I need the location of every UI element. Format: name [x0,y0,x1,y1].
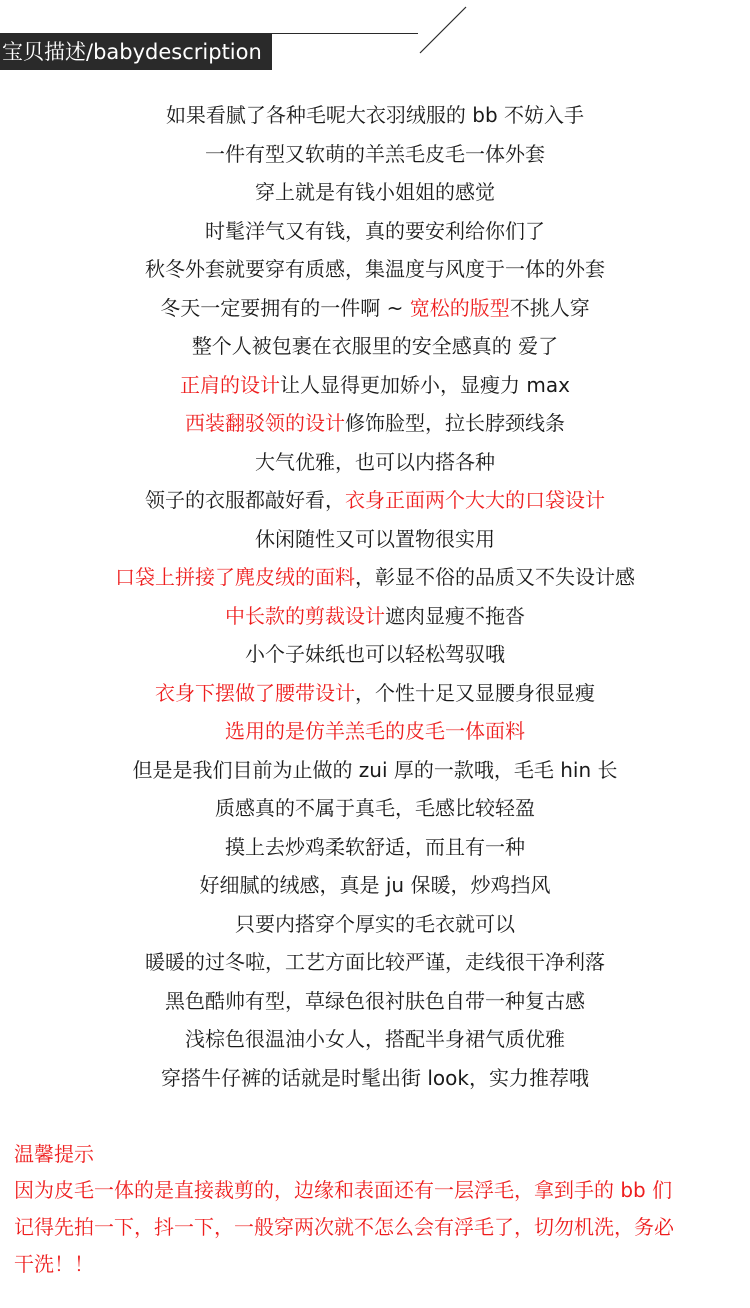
body-text: 只要内搭穿个厚实的毛衣就可以 [235,911,515,936]
highlight-text: 西装翻驳领的设计 [185,411,345,435]
body-text: 领子的衣服都敲好看， [145,488,345,512]
body-text: 不挑人穿 [509,295,590,320]
description-line [0,674,750,713]
description-line [0,635,750,674]
body-text: 穿上就是有钱小姐姐的感觉 [255,180,495,204]
description-line [0,712,750,751]
body-text: 让人显得更加娇小，显瘦力 max [280,372,570,397]
description-line [0,943,750,982]
description-line [0,1059,750,1098]
highlight-text: 衣身正面两个大大的口袋设计 [345,488,605,512]
body-text: 好细腻的绒感，真是 ju 保暖，炒鸡挡风 [199,873,551,897]
section-header [0,0,750,80]
body-text: 质感真的不属于真毛，毛感比较轻盈 [215,796,535,820]
body-text: ，个性十足又显腰身很显瘦 [355,680,595,705]
description-line [0,789,750,828]
description-line [0,751,750,790]
description-line [0,404,750,443]
highlight-text: 口袋上拼接了麂皮绒的面料 [115,565,355,589]
tips-line: 记得先拍一下，抖一下，一般穿两次就不怎么会有浮毛了，切勿机洗，务必 [14,1215,674,1239]
description-line [0,520,750,559]
description-line [0,481,750,520]
body-text: 冬天一定要拥有的一件啊 ~ [160,295,410,320]
description-body [0,96,750,1097]
description-line [0,96,750,135]
body-text: 暖暖的过冬啦，工艺方面比较严谨，走线很干净利落 [145,950,605,974]
description-line [0,443,750,482]
body-text: 整个人被包裹在衣服里的安全感真的 爱了 [191,334,559,358]
body-text: 休闲随性又可以置物很实用 [255,526,495,551]
description-line [0,250,750,289]
body-text: 秋冬外套就要穿有质感，集温度与风度于一体的外套 [145,257,605,281]
description-line [0,212,750,251]
description-line [0,289,750,328]
section-title: 宝贝描述/babydescription [0,34,272,70]
highlight-text: 宽松的版型 [409,295,510,320]
description-line [0,173,750,212]
body-text: 摸上去炒鸡柔软舒适，而且有一种 [225,834,525,859]
body-text: 黑色酷帅有型，草绿色很衬肤色自带一种复古感 [165,988,585,1013]
body-text: 大气优雅，也可以内搭各种 [255,449,495,474]
body-text: 小个子妹纸也可以轻松驾驭哦 [245,642,505,666]
tips-section [14,1136,744,1283]
description-line [0,558,750,597]
description-line [0,828,750,867]
body-text: 如果看腻了各种毛呢大衣羽绒服的 bb 不妨入手 [165,103,585,127]
description-line [0,1020,750,1059]
description-line [0,327,750,366]
tips-line: 干洗！！ [14,1252,94,1276]
description-line [0,982,750,1021]
highlight-text: 正肩的设计 [180,372,281,397]
body-text: 修饰脸型，拉长脖颈线条 [345,411,565,435]
highlight-text: 选用的是仿羊羔毛的皮毛一体面料 [225,719,525,743]
body-text: 浅棕色很温油小女人，搭配半身裙气质优雅 [185,1027,565,1051]
highlight-text: 中长款的剪裁设计 [225,603,385,628]
description-line [0,597,750,636]
highlight-text: 衣身下摆做了腰带设计 [155,680,355,705]
tips-title: 温馨提示 [14,1142,94,1166]
body-text: ，彰显不俗的品质又不失设计感 [355,565,635,589]
description-line [0,866,750,905]
body-text: 遮肉显瘦不拖沓 [385,603,525,628]
body-text: 时髦洋气又有钱，真的要安利给你们了 [205,218,545,243]
tips-line: 因为皮毛一体的是直接裁剪的，边缘和表面还有一层浮毛，拿到手的 bb 们 [14,1178,673,1202]
body-text: 穿搭牛仔裤的话就是时髦出街 look，实力推荐哦 [161,1065,589,1090]
description-line [0,135,750,174]
description-line [0,366,750,405]
body-text: 一件有型又软萌的羊羔毛皮毛一体外套 [205,141,545,166]
body-text: 但是是我们目前为止做的 zui 厚的一款哦，毛毛 hin 长 [132,757,618,782]
description-line [0,905,750,944]
